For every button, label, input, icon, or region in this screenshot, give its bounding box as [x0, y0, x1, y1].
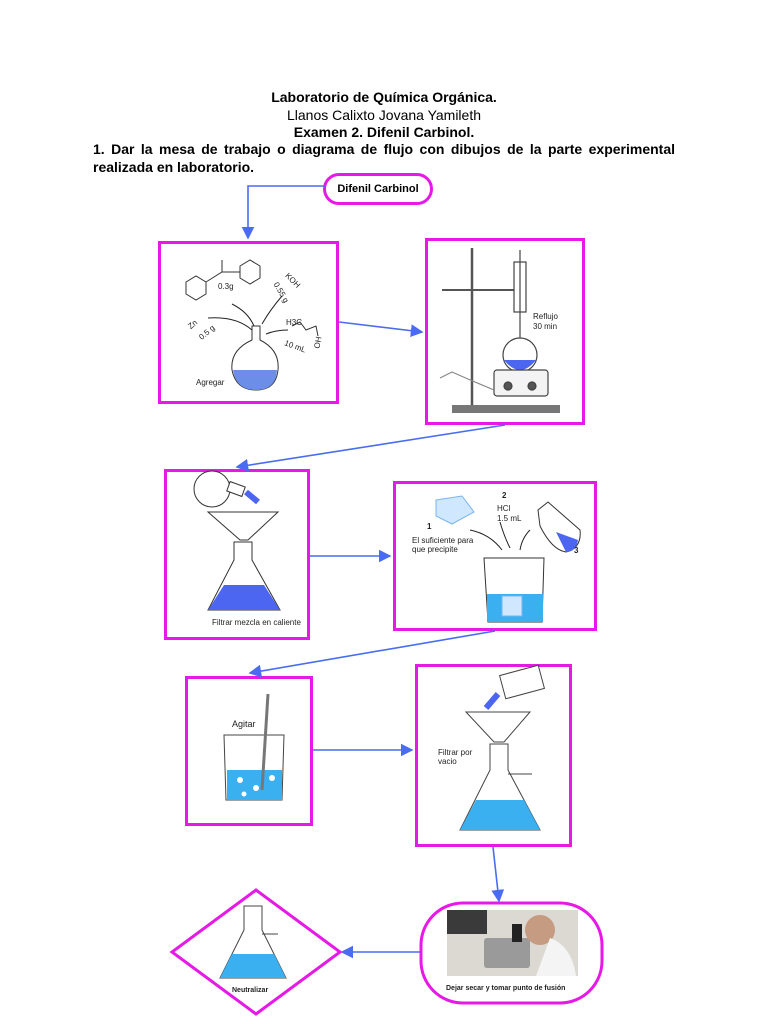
label-precipite: El suficiente para que precipite: [412, 536, 474, 554]
label-koh-mass: 0.55 g: [271, 280, 291, 305]
pour-stream-6: [486, 694, 498, 708]
label-filtrar-vacio: Filtrar por vacio: [438, 748, 473, 766]
arrow-start-to-step1: [248, 186, 325, 238]
arrow-step4-to-step5: [250, 631, 495, 673]
hot-plate-icon: [494, 370, 548, 396]
hot-plate-knob-left: [504, 382, 512, 390]
label-zn-mass: 0.5 g: [197, 323, 217, 342]
author-name: Llanos Calixto Jovana Yamileth: [286, 107, 482, 123]
question-text: 1. Dar la mesa de trabajo o diagrama de flujo con dibujos de la parte experimental realizada en laboratorio.: [93, 141, 675, 175]
label-reflujo: Reflujo: [533, 312, 558, 321]
label-n2: 2: [502, 491, 507, 500]
label-n1: 1: [427, 522, 432, 531]
pour-stream: [246, 492, 258, 502]
benzene-ring-right-icon: [240, 260, 260, 284]
power-cord: [440, 372, 494, 390]
label-koh: KOH: [283, 271, 302, 290]
funnel-icon: [208, 512, 278, 540]
label-agregar: Agregar: [196, 378, 225, 387]
step5-drawing: [224, 694, 284, 800]
stand-base: [452, 405, 560, 413]
label-neutralizar: Neutralizar: [232, 987, 269, 994]
label-ethanol-formula: H3C: [286, 318, 303, 327]
exam-title: Examen 2. Difenil Carbinol.: [293, 124, 475, 140]
label-n3: 3: [574, 546, 579, 555]
label-benzophenone-mass: 0.3g: [218, 282, 234, 291]
label-secar-fusion: Dejar secar y tomar punto de fusión: [446, 985, 566, 992]
label-filtrar-caliente: Filtrar mezcla en caliente: [212, 618, 301, 627]
label-hcl-volume: 1.5 mL: [497, 514, 522, 523]
doc-title: Laboratorio de Química Orgánica.: [271, 89, 497, 105]
pouring-beaker-icon: [500, 665, 545, 699]
arrow-step1-to-step2: [339, 322, 422, 332]
step3-drawing: [194, 471, 280, 610]
benzene-ring-left-icon: [186, 276, 206, 300]
reagent-arrows: [208, 296, 288, 334]
stir-liquid: [227, 770, 282, 800]
buchner-funnel-icon: [466, 712, 530, 742]
melting-point-apparatus-icon: [484, 938, 530, 968]
flow-arrows: [237, 186, 505, 952]
start-node: Difenil Carbinol: [323, 173, 433, 205]
label-reflujo-time: 30 min: [533, 322, 558, 331]
label-ethanol-oh: OH: [312, 335, 324, 350]
ice-in-beaker: [502, 596, 522, 616]
flask-liquid: [233, 370, 277, 390]
step7-photo: [447, 910, 578, 976]
kitasato-liquid: [460, 800, 540, 830]
hot-plate-knob-right: [528, 382, 536, 390]
pouring-flask-icon: [194, 471, 230, 507]
arrow-step2-to-step3: [237, 425, 505, 467]
label-agitar: Agitar: [232, 719, 256, 729]
label-zn: Zn: [186, 318, 200, 331]
label-hcl: HCl: [497, 504, 511, 513]
arrow-step6-to-step7: [493, 847, 499, 901]
label-ethanol-volume: 10 mL: [283, 338, 308, 355]
ice-cubes-icon: [436, 496, 474, 524]
